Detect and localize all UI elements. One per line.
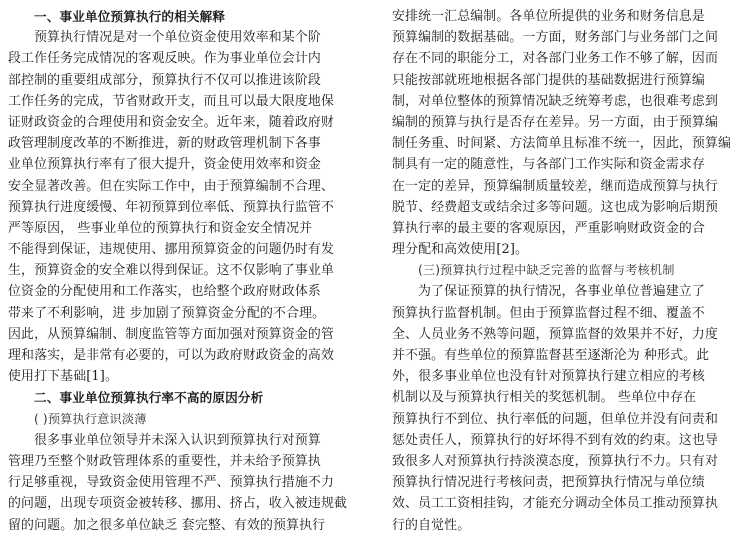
text-line: 政管理制度改革的不断推进，新的财政管理机制下各事 [8, 136, 321, 152]
text-line: 惩处责任人，预算执行的好坏得不到有效的约束。这也导 [392, 432, 719, 448]
text-line: 预算执行监督机制。但由于预算监督过程不细、覆盖不 [392, 305, 705, 321]
text-line: 证财政资金的合理使用和资金安全。近年来，随着政府财 [8, 114, 335, 130]
text-line: 生，预算资金的安全难以得到保证。这不仅影响了事业单 [8, 263, 335, 279]
text-line: 因此，从预算编制、制度监管等方面加强对预算资金的管 [8, 326, 335, 342]
section-heading: 一、事业单位预算执行的相关解释 [34, 9, 226, 24]
text-line: 预算执行情况是对一个单位资金使用效率和某个阶 [34, 30, 321, 46]
text-line: 效、员工工资相挂钩，才能充分调动全体员工推动预算执 [392, 496, 719, 512]
text-line: 行足够重视，导致资金使用管理不严、预算执行措施不力 [8, 475, 335, 491]
text-line: 制，对单位整体的预算情况缺乏统筹考虑，也很难考虑到 [392, 93, 719, 109]
text-line: 管理乃至整个财政管理体系的重要性，并未给予预算执 [8, 453, 321, 469]
text-line: 留的问题。加之很多单位缺乏 套完整、有效的预算执行 [8, 517, 326, 533]
text-line: 存在不同的职能分工，对各部门业务工作不够了解，因而 [392, 51, 719, 67]
text-line: 使用打下基础[1]。 [8, 369, 118, 385]
text-line: 安排统一汇总编制。各单位所提供的业务和财务信息是 [392, 9, 705, 24]
text-line: 行的自觉性。 [392, 517, 471, 533]
text-line: 部控制的重要组成部分，预算执行不仅可以推进该阶段 [8, 72, 321, 88]
text-line: 业单位预算执行率有了很大提升，资金使用效率和资金 [8, 157, 321, 173]
text-line: 机制以及与预算执行相关的奖惩机制。 些单位中存在 [392, 390, 697, 406]
text-line: 脱节、经费超支或结余过多等问题。这也成为影响后期预 [392, 199, 719, 215]
text-line: 预算执行进度缓慢、年初预算到位率低、预算执行监管不 [8, 199, 335, 215]
text-line: 安全显著改善。但在实际工作中，由于预算编制不合理、 [8, 178, 335, 194]
text-line: 理分配和高效使用[2]。 [392, 242, 529, 258]
text-line: 段工作任务完成情况的客观反映。作为事业单位会计内 [8, 51, 321, 67]
text-line: 带来了不利影响，进 步加剧了预算资金分配的不合理。 [8, 305, 326, 321]
text-line: 不能得到保证，违规使用、挪用预算资金的问题仍时有发 [8, 242, 335, 258]
left-column [8, 6, 348, 536]
text-line: 位资金的分配使用和工作落实，也给整个政府财政体系 [8, 284, 321, 300]
text-line: 制具有一定的随意性，与各部门工作实际和资金需求存 [392, 157, 705, 173]
text-line: 严等原因， 些事业单位的预算执行和资金安全情况并 [8, 220, 313, 236]
text-line: 工作任务的完成，节省财政开支，而且可以最大限度地保 [8, 93, 335, 109]
text-line: 预算执行不到位、执行率低的问题，但单位并没有问责和 [392, 411, 719, 427]
subsection-heading: (三)预算执行过程中缺乏完善的监督与考核机制 [418, 263, 675, 278]
text-line: 在一定的差异，预算编制质量较差，继而造成预算与执行 [392, 178, 719, 194]
right-column [392, 6, 732, 536]
text-line: 只能按部就班地根据各部门提供的基础数据进行预算编 [392, 72, 705, 88]
text-line: 预算编制的数据基础。一方面，财务部门与业务部门之间 [392, 30, 719, 46]
text-line: 并不强。有些单位的预算监督甚至逐渐沦为 种形式。此 [392, 348, 710, 363]
text-line: 预算执行情况进行考核问责，把预算执行情况与单位绩 [392, 475, 705, 491]
text-line: 外，很多事业单位也没有针对预算执行建立相应的考核 [392, 369, 705, 385]
section-heading: 二、事业单位预算执行率不高的原因分析 [34, 390, 264, 406]
text-line: 为了保证预算的执行情况，各事业单位普遍建立了 [418, 284, 705, 300]
text-line: 的问题，出现专项资金被转移、挪用、挤占，收入被违规截 [8, 496, 348, 512]
text-line: 制任务重、时间紧、方法简单且标准不统一，因此，预算编 [392, 136, 732, 152]
text-line: 全、人员业务不熟等问题，预算监督的效果并不好，力度 [392, 326, 719, 342]
text-line: 理和落实，是非常有必要的，可以为政府财政资金的高效 [8, 348, 335, 363]
subsection-heading: ( )预算执行意识淡薄 [34, 411, 147, 426]
text-line: 算执行率的最主要的客观原因，严重影响财政资金的合 [392, 220, 705, 236]
text-line: 致很多人对预算执行持淡漠态度，预算执行不力。只有对 [392, 453, 719, 469]
text-line: 编制的预算与执行是否存在差异。另一方面，由于预算编 [392, 114, 719, 130]
text-line: 很多事业单位领导并未深入认识到预算执行对预算 [34, 432, 321, 448]
